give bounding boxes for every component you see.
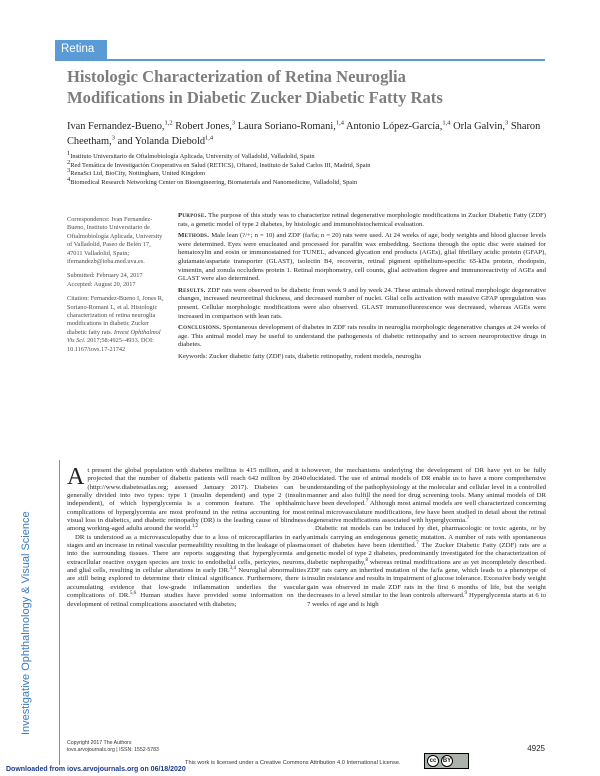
cc-icon: cc bbox=[427, 755, 439, 767]
cc-by-license-badge[interactable] bbox=[424, 753, 469, 769]
abstract-methods bbox=[178, 232, 546, 284]
body-paragraph bbox=[67, 464, 306, 534]
citation bbox=[67, 295, 165, 354]
affiliation-number: 4 bbox=[67, 175, 71, 183]
title-line-2: Modifications in Diabetic Zucker Diabetic Fatty Rats bbox=[67, 88, 443, 107]
body-text: DR is understood as a microvasculopathy due to a loss of microcapillaries in early stages and an increase in retinal vascular permeability resulting in the leakage of plasma into the surrounding tissues. There are reports suggesting that hyperglycemia and extracellular reactive oxygen species are toxic to endothelial cells, pericytes, neurons, and glial cells, resulting in cellular alterations in early DR. bbox=[67, 533, 306, 575]
body-text: whereas retinal modifications are as yet incompletely described. ZDF rats carry an inherited mutation of the fa/fa gene, which leads to a phenotype of insulin resistance and results in impairment of glucose tolerance. Excessive body weight gain was observed in male ZDF rats in the first 6 months of life, but the weight decreases to a level similar to the lean controls afterward. bbox=[307, 558, 547, 600]
section-label: Retina bbox=[55, 40, 107, 59]
affiliation bbox=[67, 175, 547, 188]
body-paragraph bbox=[67, 534, 306, 609]
results-label: Results. bbox=[178, 286, 206, 294]
reference: 7 bbox=[365, 499, 369, 505]
affiliation-text: RenaSci Ltd, BioCity, Nottingham, United Kingdom bbox=[70, 170, 206, 178]
license-text: This work is licensed under a Creative Commons Attribution 4.0 International License. bbox=[185, 760, 401, 766]
abstract-conclusions bbox=[178, 324, 546, 350]
author: Ivan Fernandez-Bueno, bbox=[67, 121, 165, 132]
author: Orla Galvin, bbox=[453, 121, 506, 132]
citation-ref: 2017;58:4925–4933. DOI: 10.1167/iovs.17-21742 bbox=[67, 337, 154, 353]
reference: 7 bbox=[466, 515, 470, 521]
affiliations bbox=[67, 149, 547, 187]
conclusions-text: Spontaneous development of diabetes in ZDF rats results in neuroglia morphologic degenerative changes at 24 weeks of age. This animal model may be useful to understand the pathogenesis of diabetic retinopathy and to screen neuroprotective drugs in diabetes. bbox=[178, 324, 547, 349]
title-line-1: Histologic Characterization of Retina Neuroglia bbox=[67, 67, 406, 86]
methods-label: Methods. bbox=[178, 232, 210, 240]
body-side-rule bbox=[59, 460, 60, 765]
abstract-results bbox=[178, 287, 546, 321]
author: Laura Soriano-Romani, bbox=[237, 121, 336, 132]
affiliation bbox=[67, 149, 547, 162]
author: Antonio López-García, bbox=[345, 121, 443, 132]
article-title bbox=[67, 66, 547, 108]
author-affiliation: 1,2 bbox=[164, 119, 173, 127]
body-text: Human studies have provided some information on the development of retinal complications associated with diabetes; bbox=[67, 592, 306, 608]
page-number: 4925 bbox=[527, 744, 545, 753]
drop-cap: A bbox=[67, 464, 85, 490]
body-paragraph bbox=[307, 467, 546, 525]
author: Robert Jones, bbox=[175, 121, 232, 132]
keywords: Keywords: Zucker diabetic fatty (ZDF) rats, diabetic retinopathy, rodent models, neuroglia bbox=[178, 352, 422, 360]
affiliation-number: 2 bbox=[67, 158, 71, 166]
accepted-date: Accepted: August 20, 2017 bbox=[67, 280, 136, 288]
body-text: Although most animal models are well characterized concerning retinal microvasculature modifications, few have been studied in detail about the retinal degenerative modifications associated with hyperglycemia. bbox=[307, 500, 546, 525]
author: and Yolanda Diebold bbox=[117, 136, 206, 147]
body-text: The Zucker Diabetic Fatty (ZDF) rats are a genetic model of type 2 diabetes, predominantly investigated for the characterization of diabetic nephropathy, bbox=[307, 542, 546, 566]
affiliation bbox=[67, 167, 547, 179]
abstract bbox=[178, 212, 546, 365]
article-sidebar bbox=[67, 216, 165, 360]
body-text: t present the global population with diabetes mellitus is 415 million, and it is projected that the number of diabetic patients will reach 642 million by 2040 (http://www.diabetesatlas.org; assessed January 2017). Diabetes can be generally divided into two types: type 1 (insulin dependent) and type 2 (insulin independent), of which hyperglycemia is a common feature. The ophthalmic complications of hyperglycemia are most profound in the retina accounting for most visual loss in diabetics, and diabetic retinopathy (DR) is the leading cause of blindness among working-aged adults around the world. bbox=[67, 467, 306, 533]
submitted-date: Submitted: February 24, 2017 bbox=[67, 272, 143, 280]
reference: 9 bbox=[464, 590, 468, 596]
body-text: Hyperglycemia starts at 6 to 7 weeks of age and is high bbox=[307, 592, 546, 608]
correspondence: Correspondence: Ivan Fernandez-Bueno, Instituto Universitario de Oftalmobiología Aplicada, University of Valladolid, Paseo de Belén 17, 47011 Valladolid, Spain; ifernandezb@ioba.med.uva.es. bbox=[67, 216, 163, 266]
author-affiliation: 1,4 bbox=[335, 119, 344, 127]
download-watermark: Downloaded from iovs.arvojournals.org on 06/18/2020 bbox=[6, 766, 186, 773]
abstract-purpose bbox=[178, 212, 546, 229]
author-affiliation: 3 bbox=[111, 134, 115, 142]
body-column-right bbox=[307, 467, 546, 609]
citation-text: Citation: Fernandez-Bueno I, Jones R, Soriano-Romani L, et al. Histologic characterization of retina neuroglia modifications in diabetic Zucker diabetic fatty rats. bbox=[67, 295, 164, 336]
author-affiliation: 3 bbox=[505, 119, 509, 127]
body-text: however, the mechanisms underlying the development of DR have yet to be fully elucidated. The use of animal models of DR enable us to have a more comprehensive understanding of the pathophysiology at the molecular and cellular level in a controlled manner and also fulfill the need for drug screening tools. Many animal models of DR have been developed. bbox=[307, 467, 546, 508]
purpose-text: The purpose of this study was to characterize retinal degenerative morphologic modifications in Zucker Diabetic Fatty (ZDF) rats, a genetic model of type 2 diabetes, by histologic and immunohistochemical evaluation. bbox=[178, 212, 546, 228]
affiliation bbox=[67, 158, 547, 171]
by-icon: BY bbox=[441, 755, 453, 767]
citation-journal: Invest Ophthalmol Vis Sci. bbox=[67, 328, 161, 345]
footer-copyright bbox=[67, 740, 267, 754]
reference: 5,6 bbox=[129, 590, 137, 596]
journal-site: iovs.arvojournals.org | ISSN: 1552-5783 bbox=[67, 746, 159, 753]
affiliation-text: Red Temática de Investigación Cooperativa en Salud (RETICS), Oftared, Instituto de Salud Carlos III, Madrid, Spain bbox=[70, 161, 371, 169]
reference: 7 bbox=[416, 540, 419, 546]
affiliation-text: Instituto Universitario de Oftalmobiología Aplicada, University of Valladolid, Valladolid, Spain bbox=[70, 153, 315, 160]
journal-name-vertical: Investigative Ophthalmology & Visual Science bbox=[20, 511, 32, 735]
author-list bbox=[67, 119, 547, 149]
reference: 3,4 bbox=[229, 565, 236, 571]
body-column-left bbox=[67, 464, 307, 609]
copyright-text: Copyright 2017 The Authors bbox=[67, 740, 132, 746]
affiliation-text: Biomedical Research Networking Center on Bioengineering, Biomaterials and Nanomedicine, Valladolid, Spain bbox=[70, 178, 358, 186]
author-affiliation: 1,4 bbox=[205, 134, 214, 142]
reference: 1,2 bbox=[191, 524, 199, 530]
affiliation-number: 1 bbox=[67, 149, 71, 157]
body-text: Neuroglial abnormalities are still being explored to determine their clinical significance. Furthermore, there is accumulating evidence that low-grade inflammation underlies the vascular complications of DR. bbox=[67, 567, 307, 600]
affiliation-number: 3 bbox=[67, 167, 71, 175]
author-affiliation: 3 bbox=[231, 119, 236, 127]
section-rule bbox=[55, 59, 545, 61]
body-paragraph bbox=[307, 525, 546, 608]
body-text: Diabetic rat models can be induced by diet, pharmacologic or toxic agents, or by animals carrying an endogenous genetic mutation. A number of rats with spontaneous onset of diabetes have been identified. bbox=[307, 525, 546, 550]
results-text: ZDF rats were observed to be diabetic from week 9 and by week 24. These animals showed retinal morphologic degenerative changes, increased neuroretinal thickness, and decreased number of nuclei. Glial cells activation with massive GFAP upregulation was present. Cellular morphologic modifications were also observed. GLAST immunofluorescence was decreased, whereas AGEs were increased in comparison with lean rats. bbox=[178, 286, 546, 320]
conclusions-label: Conclusions. bbox=[178, 324, 222, 332]
author-affiliation: 1,4 bbox=[442, 119, 451, 127]
purpose-label: Purpose. bbox=[178, 212, 207, 219]
reference: 8 bbox=[365, 557, 368, 563]
methods-text: Male lean (?/+; n = 10) and ZDF (fa/fa; n = 20) rats were used. At 24 weeks of age, body weights and blood glucose levels were determined. Eyes were enucleated and processed for paraffin wax embedding. Sections through the optic disc were stained for hematoxylin and eosin or immunostained for TUNEL, advanced glycation end products (AGEs), glial fibrillary acidic protein (GFAP), glutamate/aspartate transporter (GLAST), isolectin B4, recoverin, retinal pigment epithelium-specific 65-kDa protein, rhodopsin, vimentin, and zonula occludens protein 1. Retinal morphometry, cell counts, glial activation degree and immunoreactivity of AGEs and GLAST were also determined. bbox=[178, 232, 546, 283]
author: Sharon Cheetham, bbox=[67, 121, 541, 147]
